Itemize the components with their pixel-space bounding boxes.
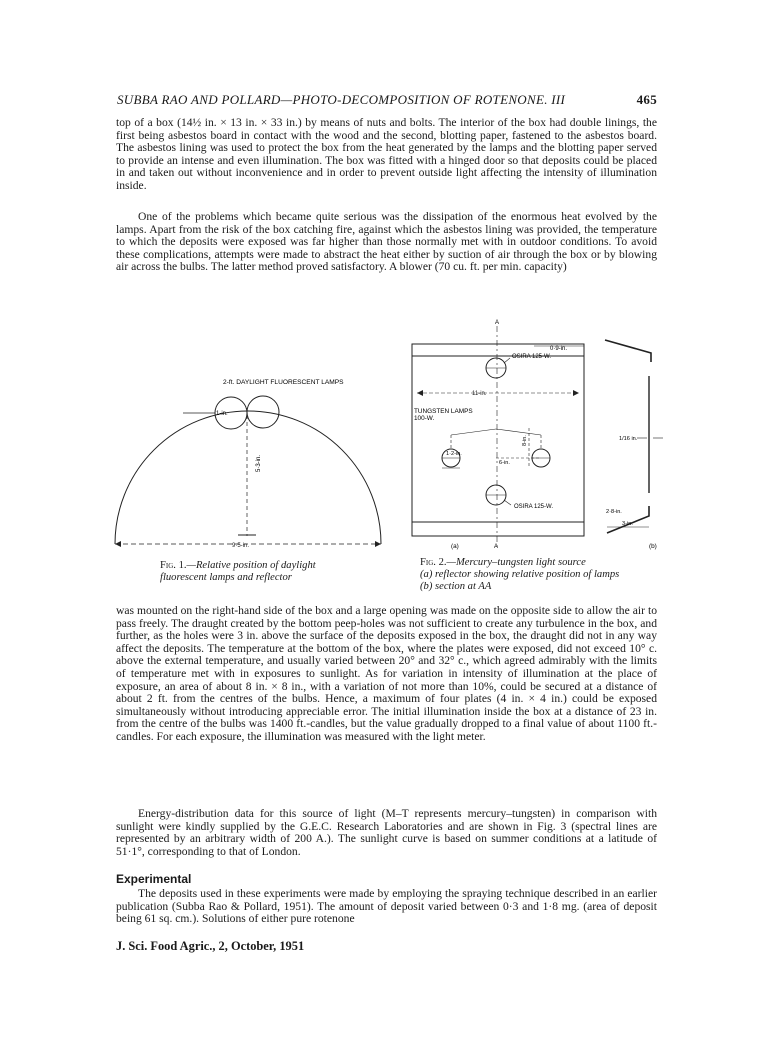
figure-1-caption: [160, 560, 360, 584]
tungsten-right-connector: [496, 429, 541, 435]
label-reflector-height: 5·3-in.: [256, 454, 262, 472]
reflector-rectangle: [412, 344, 584, 536]
figure-1: [110, 370, 395, 560]
figure-2-caption-a: (a) reflector showing relative position of lamps: [420, 569, 620, 580]
label-2-8in: 2·8-in.: [606, 509, 622, 515]
running-title: SUBBA RAO AND POLLARD—PHOTO-DECOMPOSITION OF ROTENONE. III: [117, 92, 566, 107]
label-3in: 3-in.: [622, 521, 633, 527]
figure-2-caption-title: —Mercury–tungsten light source: [446, 557, 586, 568]
paragraph-blower: was mounted on the right-hand side of the box and a large opening was made on the opposite side to allow the air to pass freely. The draught created by the bottom peep-holes was not sufficient to create any turbulence in the box, and further, as the holes were 3 in. above the surface of the deposits exposed in the box, the draught did not in any way affect the deposits. The temperature at the bottom of the box, where the plates were exposed, did not exceed 10° c. above the external temperature, and usually varied between 20° and 32° c., which agreed admirably with the limits of temperature met with in exposures to sunlight. As for variation in intensity of illumination at the place of exposure, an area of about 8 in. × 8 in., with a variation of not more than 10%, could be secured at a distance of about 2 ft. from the centres of the bulbs. Hence, a maximum of four plates (4 in. × 4 in.) could be exposed simultaneously without introducing appreciable error. The initial illumination inside the box at a distance of 23 in. from the centre of the bulbs was 1400 ft.-candles, but the value gradually dropped to a final value of about 1100 ft.-candles. For each exposure, the illumination was measured with the light meter.: [116, 604, 657, 743]
label-reflector-width: 9·5-in.: [232, 543, 250, 549]
label-tungsten-lamps: TUNGSTEN LAMPS: [414, 408, 473, 415]
label-lamp-diameter: 1-in.: [216, 411, 228, 417]
figure-1-caption-text: —Relative position of daylight fluorescent lamps and reflector: [160, 560, 316, 583]
figure-1-diagram: [110, 370, 395, 560]
journal-footer: J. Sci. Food Agric., 2, October, 1951: [116, 939, 305, 953]
label-part-b: (b): [649, 543, 657, 550]
osira-top-leader: [504, 358, 510, 363]
page-number: 465: [636, 92, 657, 107]
label-part-a: (a): [451, 543, 459, 550]
section-top-profile: [605, 340, 651, 362]
paragraph-energy-distribution: Energy-distribution data for this source of light (M–T represents mercury–tungsten) in comparison with sunlight were kindly supplied by the G.E.C. Research Laboratories and are shown in Fig. 3 (spectral lines are represented by an arbitrary width of 200 A.). The sunlight curve is based on summer conditions at a latitude of 51·1°, corresponding to that of London.: [116, 807, 657, 858]
reflector-arc: [115, 411, 381, 544]
running-header: [117, 92, 657, 110]
label-osira-bottom: OSIRA 125-W.: [514, 504, 554, 510]
figure-1-number: Fig. 1.: [160, 560, 187, 571]
label-8in: 8-in.: [522, 435, 528, 446]
label-osira-top: OSIRA 125-W.: [512, 354, 552, 360]
paragraph-heat-dissipation: One of the problems which became quite serious was the dissipation of the enormous heat evolved by the lamps. Apart from the risk of the box catching fire, against which the asbestos lining was provided, the temperature to which the deposits were exposed was far higher than those normally met with in outdoor conditions. To avoid these complications, attempts were made to abstract the heat either by suction of air through the box or by blowing air across the bulbs. The latter method proved satisfactory. A blower (70 cu. ft. per min. capacity): [116, 210, 657, 274]
arrow-11in-right: [573, 390, 579, 396]
label-11in: 11-in.: [472, 391, 487, 397]
figure-2: [408, 318, 670, 553]
label-100w: 100-W.: [414, 415, 435, 422]
figure-2-number: Fig. 2.: [420, 557, 447, 568]
label-1-2in: 1·2-in.: [446, 451, 462, 457]
label-section-A-top: A: [495, 320, 500, 326]
tungsten-left-connector: [451, 429, 496, 435]
section-heading-experimental: Experimental: [116, 872, 192, 886]
width-arrow-right: [375, 541, 381, 547]
label-0-9in: 0·9-in.: [550, 346, 568, 352]
width-arrow-left: [115, 541, 121, 547]
label-6in: 6-in.: [499, 460, 510, 466]
osira-bottom-leader: [504, 500, 511, 505]
label-daylight-lamps: 2-ft. DAYLIGHT FLUORESCENT LAMPS: [223, 379, 344, 386]
label-sixteenth-in: 1/16 in.: [619, 436, 638, 442]
figure-2-caption-b: (b) section at AA: [420, 581, 492, 592]
figure-2-caption: [420, 557, 660, 593]
arrow-11in-left: [417, 390, 423, 396]
paragraph-deposits: The deposits used in these experiments were made by employing the spraying technique described in an earlier publication (Subba Rao & Pollard, 1951). The amount of deposit varied between 0·3 and 1·8 mg. (area of deposit being 61 sq. cm.). Solutions of either pure rotenone: [116, 887, 657, 926]
figure-2-diagram: [408, 318, 670, 553]
label-section-A-bottom: A: [494, 544, 499, 550]
paragraph-box-lining: top of a box (14½ in. × 13 in. × 33 in.) by means of nuts and bolts. The interior of the box had double linings, the first being asbestos board in contact with the wood and the second, blotting paper, fastened to the asbestos board. The asbestos lining was used to protect the box from the heat generated by the lamps and the blotting paper served to provide an intense and even illumination. The box was fitted with a hinged door so that deposits could be placed in and taken out without inconvenience and in order to prevent outside light affecting the intensity of illumination inside.: [116, 116, 657, 192]
